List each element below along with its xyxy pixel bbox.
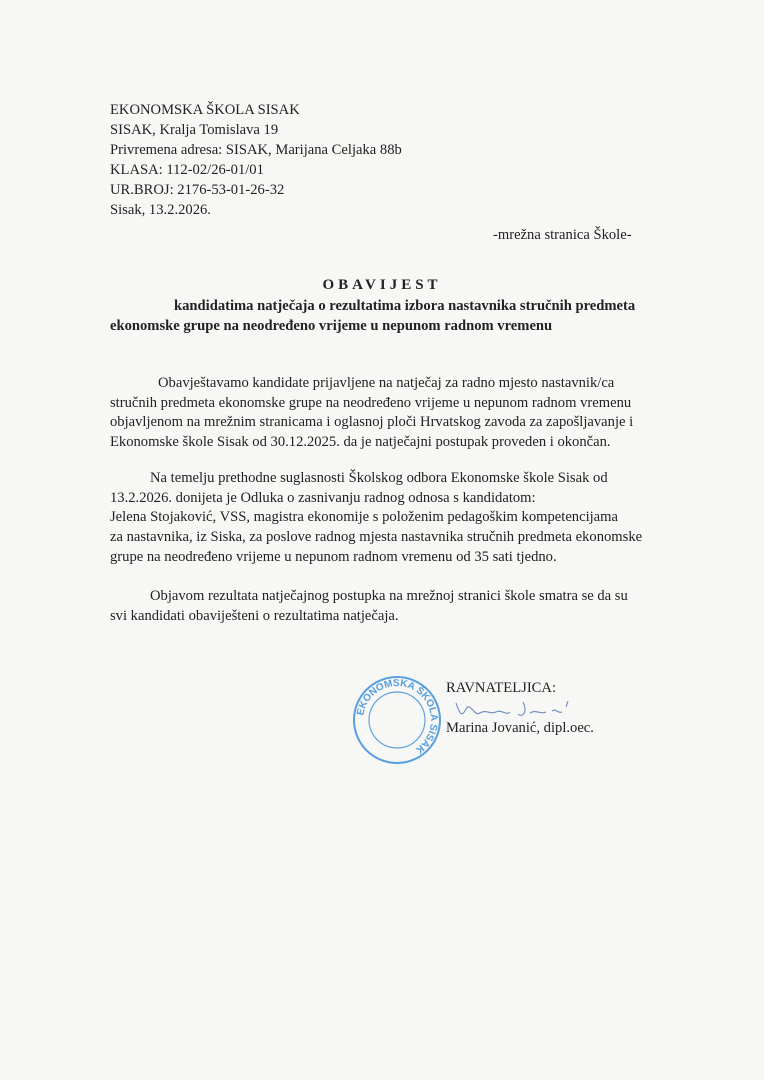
paragraph-line: stručnih predmeta ekonomske grupe na neodređeno vrijeme u nepunom radnom vremenu (110, 394, 632, 411)
paragraph-line: Objavom rezultata natječajnog postupka na mrežnoj stranici škole smatra se da su (150, 588, 628, 604)
paragraph-line: Jelena Stojaković, VSS, magistra ekonomije s položenim pedagoškim kompetencijama (110, 509, 618, 526)
paragraph-line: za nastavnika, iz Siska, za poslove radnog mjesta nastavnika stručnih predmeta ekonomske (110, 529, 643, 546)
signature-block (446, 678, 594, 739)
paragraph-line: Obavještavamo kandidate prijavljene na natječaj za radno mjesto nastavnik/ca (158, 375, 615, 391)
subtitle-line: kandidatima natječaja o rezultatima izbora nastavnika stručnih predmeta (174, 298, 636, 314)
paragraph-line: svi kandidati obaviješteni o rezultatima natječaja. (110, 607, 399, 624)
subtitle-line: ekonomske grupe na neodređeno vrijeme u nepunom radnom vremenu (110, 318, 553, 334)
paragraph-line: Ekonomske škole Sisak od 30.12.2025. da je natječajni postupak proveden i okončan. (110, 434, 611, 451)
letterhead (110, 100, 402, 220)
school-stamp (352, 675, 442, 765)
signatory-role: RAVNATELJICA: (446, 680, 557, 696)
school-address: SISAK, Kralja Tomislava 19 (110, 122, 279, 138)
signatory-name: Marina Jovanić, dipl.oec. (446, 720, 594, 736)
ur-broj: UR.BROJ: 2176-53-01-26-32 (110, 182, 285, 198)
paragraph-notice (110, 374, 633, 453)
paragraph-line: objavljenom na mrežnim stranicama i oglasnoj ploči Hrvatskog zavoda za zapošljavanje i (110, 414, 634, 431)
svg-text:EKONOMSKA ŠKOLA SISAK: EKONOMSKA ŠKOLA SISAK (355, 677, 440, 756)
paragraph-line: Na temelju prethodne suglasnosti Školskog odbora Ekonomske škole Sisak od (150, 470, 608, 486)
school-name: EKONOMSKA ŠKOLA SISAK (110, 102, 300, 118)
paragraph-line: grupe na neodređeno vrijeme u nepunom radnom vremenu od 35 sati tjedno. (110, 548, 557, 565)
paragraph-publication (110, 587, 628, 626)
document-title: OBAVIJEST (322, 277, 442, 293)
paragraph-line: 13.2.2026. donijeta je Odluka o zasnivanju radnog odnosa s kandidatom: (110, 489, 536, 506)
distribution-note: -mrežna stranica Škole- (493, 227, 632, 243)
temporary-address: Privremena adresa: SISAK, Marijana Celjaka 88b (110, 142, 402, 158)
paragraph-decision (110, 469, 642, 567)
date-place: Sisak, 13.2.2026. (110, 202, 211, 218)
klasa: KLASA: 112-02/26-01/01 (110, 162, 264, 178)
